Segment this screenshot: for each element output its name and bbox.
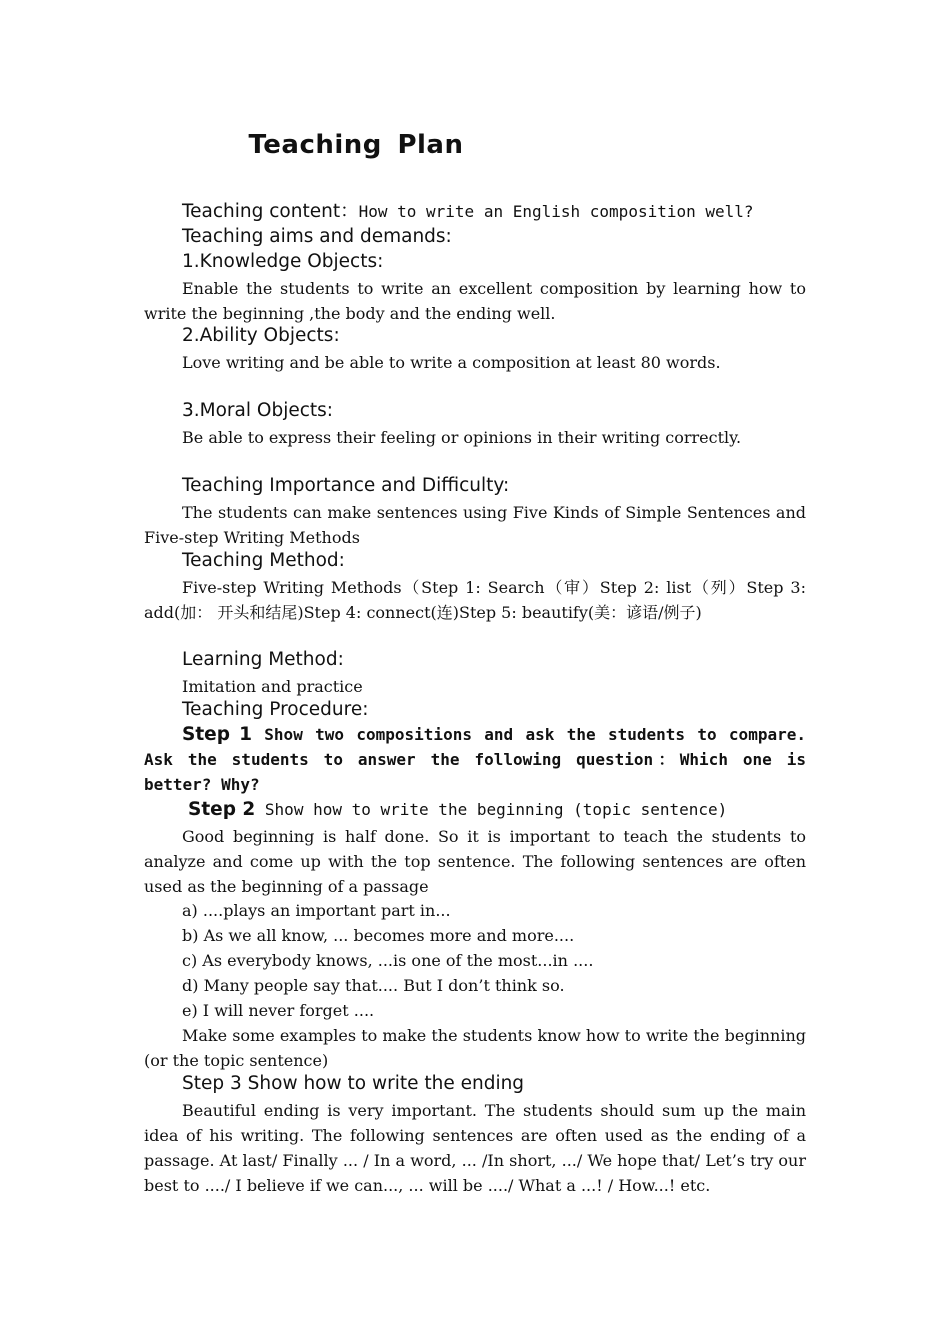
ability-text: Love writing and be able to write a composition at least 80 words. [182, 353, 721, 372]
step1-paragraph [144, 722, 806, 797]
step2-text: Show how to write the beginning (topic sentence) [255, 800, 728, 819]
importance-heading: Teaching Importance and Difficulty: [182, 475, 510, 496]
page-title: Teaching Plan [248, 130, 464, 160]
step2-label: Step 2 [188, 799, 256, 820]
method-heading: Teaching Method: [182, 550, 345, 571]
method-text: Five-step Writing Methods（Step 1: Search（审）Step 2: list（列）Step 3: add(加： 开头和结尾)Step 4: connect(连)Step 5: beautify(美：谚语/例子) [144, 578, 806, 622]
teaching-content-line [144, 199, 844, 224]
beginning-option-d: d) Many people say that.... But I don’t think so. [182, 976, 565, 995]
teaching-content-label: Teaching content： [182, 201, 359, 222]
procedure-heading: Teaching Procedure: [182, 699, 369, 720]
ability-heading: 2.Ability Objects: [182, 325, 340, 346]
beginning-option-e: e) I will never forget .... [182, 1001, 375, 1020]
knowledge-heading: 1.Knowledge Objects: [182, 251, 384, 272]
teaching-content-value: How to write an English composition well? [358, 202, 754, 221]
beginning-option-a: a) ....plays an important part in... [182, 901, 451, 920]
learning-heading: Learning Method: [182, 649, 344, 670]
examples-text: Make some examples to make the students know how to write the beginning (or the topic sentence) [144, 1026, 806, 1070]
moral-text: Be able to express their feeling or opinions in their writing correctly. [182, 428, 742, 447]
step3-body: Beautiful ending is very important. The students should sum up the main idea of his writing. The following sentences are often used as the ending of a passage. At last/ Finally ... / In a word, ... /In short, .../ We hope that/ Let’s try our best to ..../ I believe if we can..., ... will be ..../ What a ...! / How...! etc. [144, 1101, 806, 1195]
aims-heading: Teaching aims and demands: [182, 226, 452, 247]
knowledge-text: Enable the students to write an excellent composition by learning how to write the beginning ,the body and the ending well. [144, 279, 806, 323]
step1-label: Step 1 [182, 724, 252, 745]
step2-line [144, 797, 806, 822]
step3-heading: Step 3 Show how to write the ending [182, 1073, 525, 1094]
step2-body: Good beginning is half done. So it is important to teach the students to analyze and come up with the top sentence. The following sentences are often used as the beginning of a passage [144, 827, 806, 896]
learning-text: Imitation and practice [182, 677, 363, 696]
moral-heading: 3.Moral Objects: [182, 400, 334, 421]
beginning-option-c: c) As everybody knows, ...is one of the most...in .... [182, 951, 594, 970]
importance-text: The students can make sentences using Five Kinds of Simple Sentences and Five-step Writing Methods [144, 503, 806, 547]
beginning-option-b: b) As we all know, ... becomes more and more.... [182, 926, 575, 945]
step1-text: Show two compositions and ask the students to compare. Ask the students to answer the following question：Which one is better? Why? [144, 725, 806, 794]
